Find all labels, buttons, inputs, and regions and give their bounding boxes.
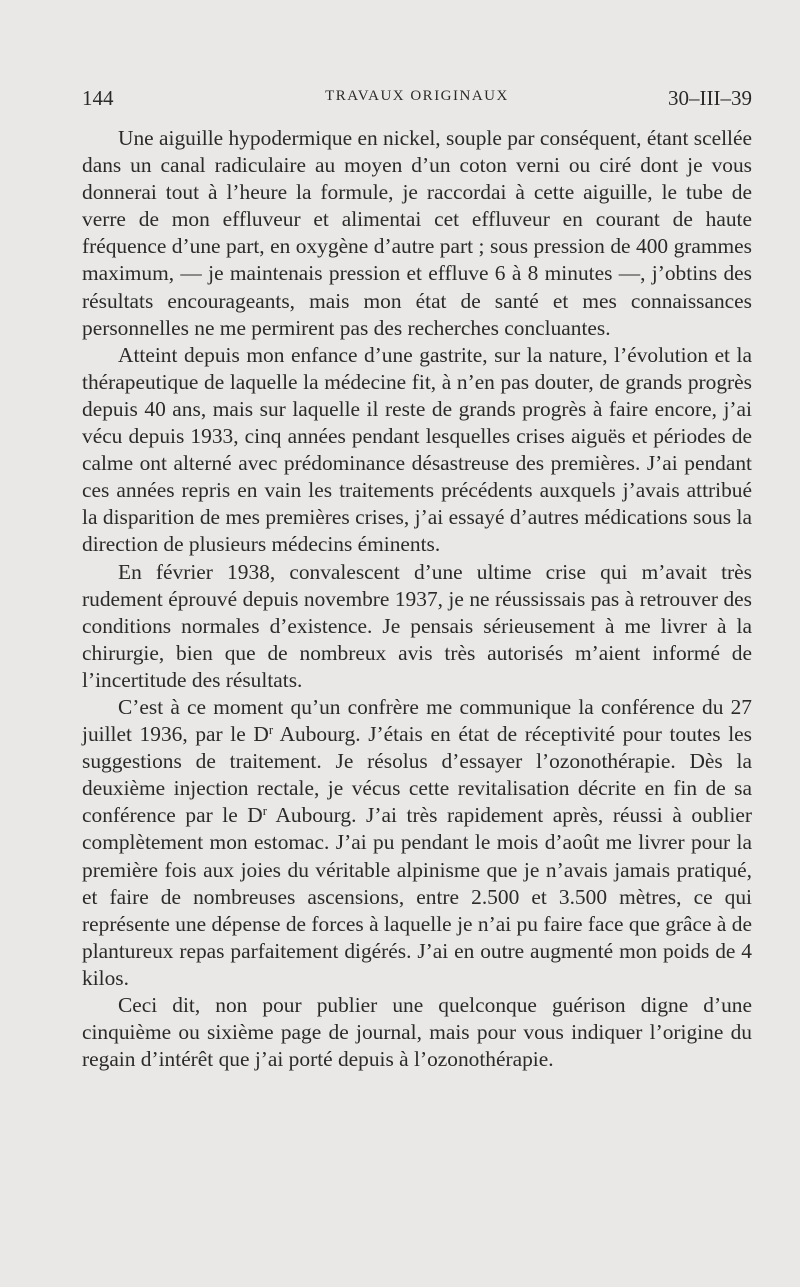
issue-date: 30–III–39 <box>668 86 752 110</box>
paragraph-2: Atteint depuis mon enfance d’une gastrite, sur la nature, l’évolution et la thérapeutique de laquelle la médecine fit, à n’en pas douter, de grands progrès depuis 40 ans, mais sur laquelle il reste de grands progrès à faire encore, j’ai vécu depuis 1933, cinq années pendant lesquelles crises aiguës et périodes de calme ont alterné avec prédominance désastreuse des premières. J’ai pendant ces années repris en vain les traitements précédents auxquels j’avais attribué la disparition de mes premières crises, j’ai essayé d’autres médications sous la direction de plusieurs médecins éminents. <box>82 342 752 557</box>
running-title: TRAVAUX ORIGINAUX <box>325 88 509 104</box>
paragraph-3: En février 1938, convalescent d’une ultime crise qui m’avait très rudement éprouvé depuis novembre 1937, je ne réussissais pas à retrouver des conditions normales d’existence. Je pensais sérieusement à me livrer à la chirurgie, bien que de nombreux avis très autorisés m’aient informé de l’incertitude des résultats. <box>82 559 752 692</box>
page-number: 144 <box>82 86 114 110</box>
paragraph-5: Ceci dit, non pour publier une quelconque guérison digne d’une cinquième ou sixième page de journal, mais pour vous indiquer l’origine du regain d’intérêt que j’ai porté depuis à l’ozonothérapie. <box>82 993 752 1072</box>
running-head <box>82 86 752 114</box>
paragraph-4-part-3: Aubourg. J’ai très rapidement après, réussi à oublier complètement mon estomac. J’ai pu pendant le mois d’août me livrer pour la première fois aux joies du véritable alpinisme que je n’avais jamais pratiqué, et faire de nombreuses ascensions, entre 2.500 et 3.500 mètres, ce qui représente une dépense de forces à laquelle je n’ai pu faire face que grâce à de plantureux repas parfaitement digérés. J’ai en outre augmenté mon poids de 4 kilos. <box>82 803 753 990</box>
paragraph-4-part-1: C’est à ce moment qu’un confrère me communique la conférence du 27 juillet 1936, par le D <box>82 694 752 747</box>
body-text <box>82 125 752 1073</box>
paragraph-4 <box>82 694 752 992</box>
superscript-docteur-1: r <box>268 723 274 738</box>
superscript-docteur-2: r <box>262 804 268 819</box>
paragraph-1: Une aiguille hypodermique en nickel, souple par conséquent, étant scellée dans un canal radiculaire au moyen d’un coton verni ou ciré dont je vous donnerai tout à l’heure la formule, je raccordai à cette aiguille, le tube de verre de mon effluveur et alimentai cet effluveur en courant de haute fréquence d’une part, en oxygène d’autre part ; sous pression de 400 grammes maximum, — je maintenais pression et effluve 6 à 8 minutes —, j’obtins des résultats encourageants, mais mon état de santé et mes connaissances personnelles ne me permirent pas des recherches concluantes. <box>82 126 752 340</box>
paragraph-4-part-2: Aubourg. J’étais en état de réceptivité pour toutes les suggestions de traitement. Je résolus d’essayer l’ozonothérapie. Dès la deuxième injection rectale, je vécus cette revitalisation décrite en fin de sa conférence par le D <box>82 722 752 828</box>
